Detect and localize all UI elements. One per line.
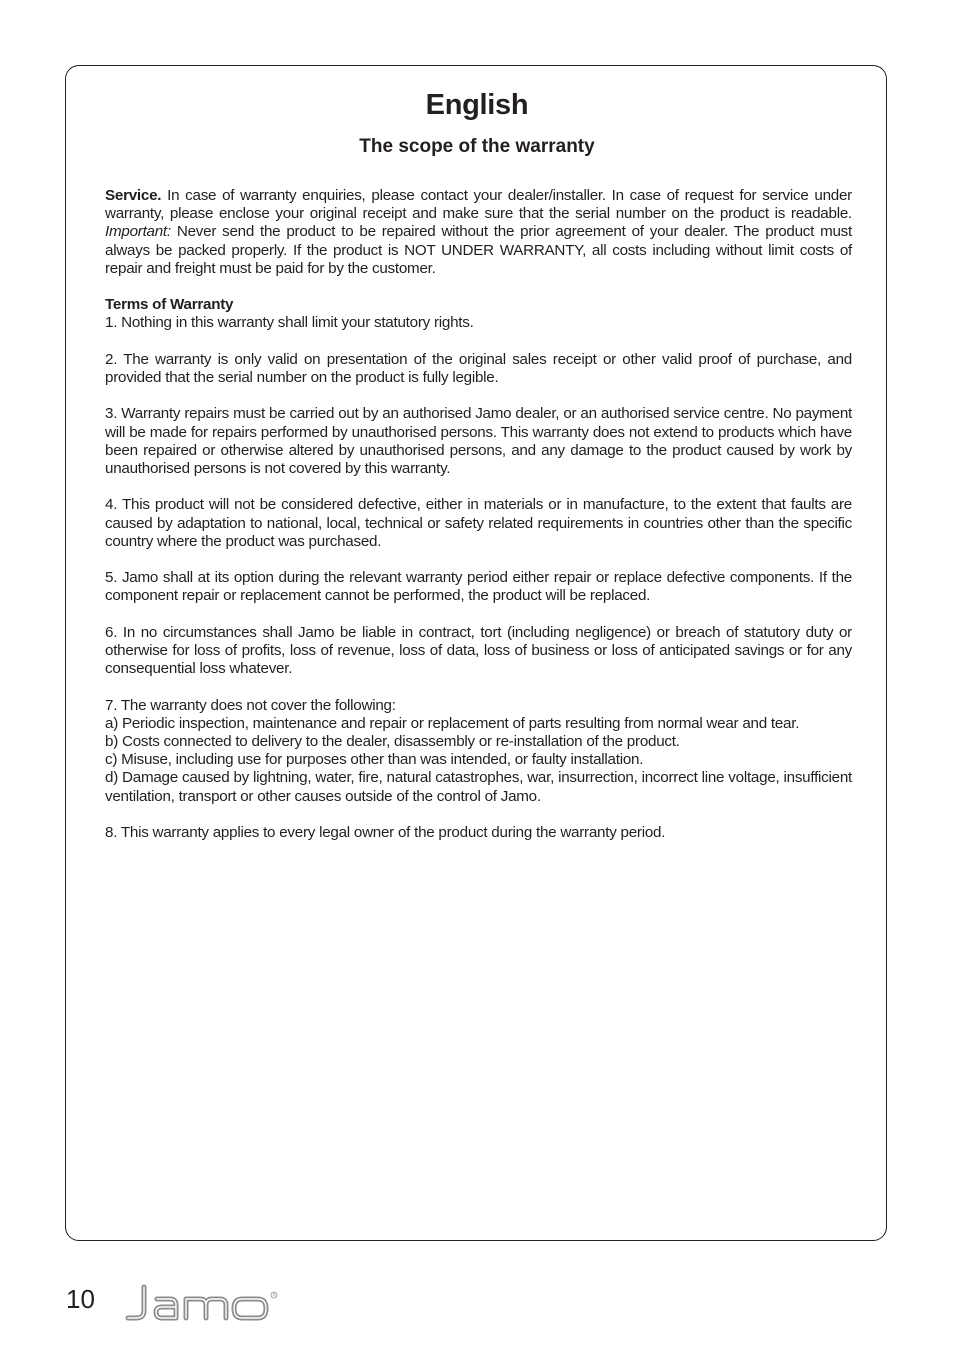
terms-item-7a: a) Periodic inspection, maintenance and repair or replacement of parts resulting from normal wear and tear. xyxy=(105,714,800,732)
page-number: 10 xyxy=(66,1284,95,1314)
terms-item-2: 2. The warranty is only valid on presentation of the original sales receipt or other valid proof of purchase, and provided that the serial number on the product is fully legible. xyxy=(105,350,852,386)
section-subheading: The scope of the warranty xyxy=(359,136,595,157)
terms-item-7b: b) Costs connected to delivery to the dealer, disassembly or re-installation of the product. xyxy=(105,732,680,750)
service-label: Service. xyxy=(105,187,162,204)
terms-item-5: 5. Jamo shall at its option during the relevant warranty period either repair or replace defective components. If the component repair or replacement cannot be performed, the product will be replaced. xyxy=(105,569,852,605)
terms-item-3: 3. Warranty repairs must be carried out by an authorised Jamo dealer, or an authorised service centre. No payment will be made for repairs performed by unauthorised persons. This warranty does not extend to products which have been repaired or otherwise altered by unauthorised persons, and any damage to the product caused by work by unauthorised persons is not covered by this warranty. xyxy=(105,405,852,477)
svg-text:R: R xyxy=(272,1292,276,1298)
warranty-body xyxy=(105,187,852,860)
terms-item-7-intro: 7. The warranty does not cover the following: xyxy=(105,696,396,714)
terms-item-8: 8. This warranty applies to every legal owner of the product during the warranty period. xyxy=(105,823,666,841)
terms-title-text: Terms of Warranty xyxy=(105,296,234,314)
terms-item-1: 1. Nothing in this warranty shall limit your statutory rights. xyxy=(105,314,474,332)
jamo-logo xyxy=(124,1283,289,1323)
service-text-2: Never send the product to be repaired without the prior agreement of your dealer. The product must always be packed properly. If the product is NOT UNDER WARRANTY, all costs including without limit costs of repair and freight must be paid for by the customer. xyxy=(105,223,852,277)
terms-item-7c: c) Misuse, including use for purposes other than was intended, or faulty installation. xyxy=(105,751,644,769)
page-heading: English xyxy=(425,89,529,121)
terms-item-4: 4. This product will not be considered defective, either in materials or in manufacture, to the extent that faults are caused by adaptation to national, local, technical or safety related requirements in countries other than the specific country where the product was purchased. xyxy=(105,496,852,550)
important-label: Important: xyxy=(105,223,171,241)
terms-item-6: 6. In no circumstances shall Jamo be liable in contract, tort (including negligence) or breach of statutory duty or otherwise for loss of profits, loss of revenue, loss of data, loss of business or loss of anticipated savings or for any consequential loss whatever. xyxy=(105,623,852,678)
terms-title xyxy=(105,296,852,314)
service-paragraph xyxy=(105,187,852,278)
service-text-1: In case of warranty enquiries, please contact your dealer/installer. In case of request for service under warranty, please enclose your original receipt and make sure that the serial number on the product is readable. xyxy=(105,187,852,223)
terms-item-7d: d) Damage caused by lightning, water, fire, natural catastrophes, war, insurrection, incorrect line voltage, insufficient ventilation, transport or other causes outside of the control of Jamo. xyxy=(105,769,852,805)
